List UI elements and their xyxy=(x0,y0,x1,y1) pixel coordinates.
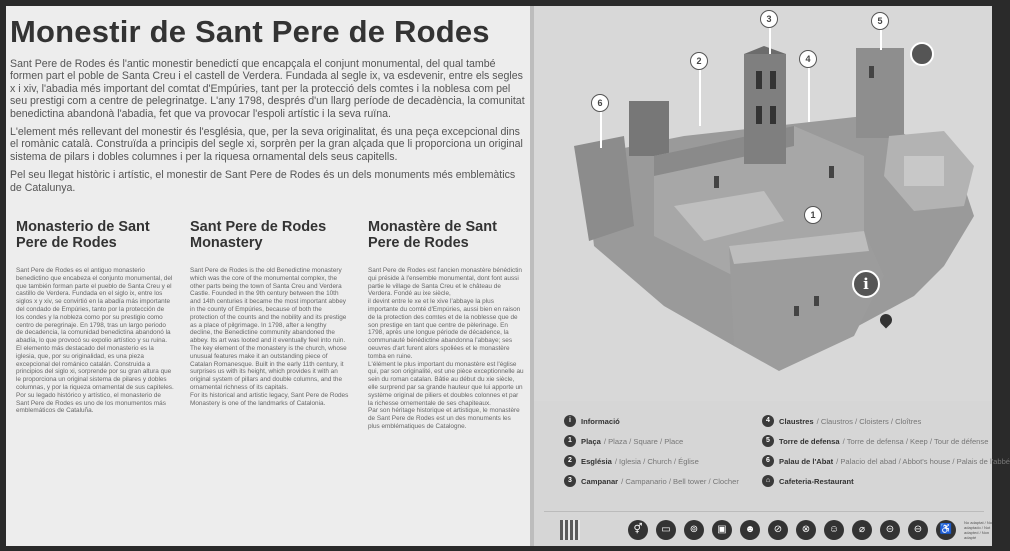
legend-label: Torre de defensa xyxy=(779,436,840,446)
legend-translation: / Iglesia / Church / Église xyxy=(614,456,699,466)
marker-stem xyxy=(699,68,701,126)
legend-label: Campanar xyxy=(581,476,619,486)
intro-paragraph: L'element més rellevant del monestir és l'església, que, per la seva originalitat, és una peça excepcional dins el romànic català. Construïda a principis del segle xi, sorprèn per la gran alçada que li proporciona un original sistema de pilars i dobles columnes i per la riquesa ornamental dels seus capitells. xyxy=(10,126,523,163)
column-paragraph: Sant Pere de Rodes est l'ancien monastère bénédictin qui préside à l'ensemble monumental, dont font aussi partie le village de Santa Creu et le château de Verdera. Fondé au ixe siècle, xyxy=(368,267,522,298)
column-body xyxy=(190,267,350,407)
legend-number: 2 xyxy=(564,455,576,467)
column-french xyxy=(368,219,524,431)
column-paragraph: L'élément le plus important du monastère est l'église qui, par son originalité, est une pièce exceptionnelle au sein du roman catalan. Bâtie au début du xie siècle, elle surprend par sa grande hauteur que lui apporte un système original de piliers et doubles colonnes et par la richesse ornementale de ses chapiteaux. xyxy=(368,360,524,407)
map-marker-4: 4 xyxy=(799,50,817,68)
map-marker-6: 6 xyxy=(591,94,609,112)
legend-label: Cafeteria-Restaurant xyxy=(779,476,854,486)
map-panel xyxy=(534,6,1010,546)
legend-item-1 xyxy=(564,435,683,447)
marker-stem xyxy=(880,28,882,50)
info-icon: i xyxy=(852,270,880,298)
monastery-illustration xyxy=(534,6,992,401)
restaurant-icon: ⌂ xyxy=(762,475,774,487)
legend-label: Informació xyxy=(581,416,620,426)
map-marker-2: 2 xyxy=(690,52,708,70)
toilets-icon: ⚥ xyxy=(628,520,648,540)
information-board xyxy=(6,6,1010,546)
legend-label: Església xyxy=(581,456,612,466)
column-body xyxy=(368,267,524,431)
column-paragraph: il devint entre le xe et le xive l'abbaye la plus importante du comté d'Empúries, aussi bien en raison de la protection des comtes et de la noblesse que de son prestige en tant que centre de pèlerinage. En 1798, après une longue période de décadence, la communauté bénédictine abandonna l'abbaye; ses oeuvres d'art furent alors spoliées et le monastère tomba en ruine. xyxy=(368,298,521,360)
family-icon: ☺ xyxy=(824,520,844,540)
legend-number: 4 xyxy=(762,415,774,427)
legend-label: Claustres xyxy=(779,416,814,426)
legend-item-info xyxy=(564,415,620,427)
legend-label: Plaça xyxy=(581,436,601,446)
column-heading: Monasterio de Sant Pere de Rodes xyxy=(16,219,150,251)
no-dogs-icon: ⊘ xyxy=(768,520,788,540)
restaurant-map-icon xyxy=(910,42,934,66)
page-title: Monestir de Sant Pere de Rodes xyxy=(10,14,490,49)
map-marker-3: 3 xyxy=(760,10,778,28)
info-icon: i xyxy=(564,415,576,427)
intro-paragraph: Pel seu llegat històric i artístic, el monestir de Sant Pere de Rodes és un dels monuments més emblemàtics de Catalunya. xyxy=(10,169,516,194)
intro-paragraph: Sant Pere de Rodes és l'antic monestir benedictí que encapçala el conjunt monumental, del qual també formen part el poble de Santa Creu i el castell de Verdera. Fundada al segle ix, va esdevenir, entre els segles x i xiv, l'abadia més important del comtat d'Empúries, tant per la protecció dels comtes i la noblesa com pel seu prestigi com a centre de pelegrinatge. L'any 1798, després d'un llarg període de decadència, la comunitat benedictina abandonà l'abadia, fet que va provocar l'espoli artístic i la seva ruïna. xyxy=(10,58,525,120)
no-camera-icon: ⊗ xyxy=(796,520,816,540)
video-icon: ▭ xyxy=(656,520,676,540)
legend-item-3 xyxy=(564,475,739,487)
qr-code-icon xyxy=(560,520,580,540)
no-food-icon: ⊝ xyxy=(880,520,900,540)
accessibility-note: No adaptat / No adaptado / Not adapted / Non adapté xyxy=(964,520,993,540)
column-paragraph: Par son héritage historique et artistique, le monastère de Sant Pere de Rodes est un des monuments les plus emblématiques de Catalogne. xyxy=(368,407,520,430)
column-heading: Sant Pere de Rodes Monastery xyxy=(190,219,327,251)
map-marker-5: 5 xyxy=(871,12,889,30)
no-drinks-icon: ⊖ xyxy=(908,520,928,540)
guided-tour-icon: ☻ xyxy=(740,520,760,540)
legend-item-4 xyxy=(762,415,921,427)
text-panel xyxy=(6,6,532,546)
gift-shop-icon: ▣ xyxy=(712,520,732,540)
legend-translation: / Torre de defensa / Keep / Tour de défense xyxy=(842,436,989,446)
legend-item-restaurant xyxy=(762,475,854,487)
map-legend xyxy=(564,409,1010,499)
legend-translation: / Claustros / Cloisters / Cloîtres xyxy=(816,416,922,426)
legend-label: Palau de l'Abat xyxy=(779,456,834,466)
column-paragraph: The key element of the monastery is the church, whose unusual features make it an outstanding piece of Catalan Romanesque. Built in the early 11th century, it surprises us with its height, which provides it with an original system of pillars and double columns, and the ornamental richness of its capitals. xyxy=(190,344,347,391)
column-paragraph: Sant Pere de Rodes es el antiguo monasterio benedictino que encabeza el conjunto monumental, del que también forman parte el pueblo de Santa Creu y el castillo de Verdera. Fundada en el siglo ix, entre los siglos x y xiv, se convirtió en la abadía más importante del condado de Empúries, tanto por la protección de los condes y la nobleza como por su prestigio como centro de peregrinaje. En 1798, tras un largo periodo de decadencia, la comunidad benedictina abandonó la abadía, lo que provocó su expolio artístico y su ruina. xyxy=(16,267,173,345)
intro-text xyxy=(10,58,526,200)
column-paragraph: Sant Pere de Rodes is the old Benedictine monastery which was the core of the monumental complex, the other parts being the town of Santa Creu and Verdera Castle. Founded in the 9th century between the 10th and 14th centuries it became the most important abbey in the county of Empúries, because of both the protection of the counts and the nobility and its prestige as a place of pilgrimage. In 1798, after a lengthy decline, the Benedictine community abandoned the abbey. Its art was looted and it eventually feel into ruin. xyxy=(190,267,347,345)
column-paragraph: For its historical and artistic legacy, Sant Pere de Rodes Monastery is one of the landmarks of Catalonia. xyxy=(190,391,349,407)
column-english xyxy=(190,219,350,407)
column-spanish xyxy=(16,219,174,415)
column-paragraph: Por su legado histórico y artístico, el monasterio de Sant Pere de Rodes es uno de los monumentos más emblemáticos de Cataluña. xyxy=(16,391,166,415)
legend-translation: / Plaza / Square / Place xyxy=(603,436,684,446)
wheelchair-icon: ♿ xyxy=(936,520,956,540)
legend-number: 3 xyxy=(564,475,576,487)
legend-number: 5 xyxy=(762,435,774,447)
column-body xyxy=(16,267,174,415)
legend-number: 6 xyxy=(762,455,774,467)
legend-number: 1 xyxy=(564,435,576,447)
restaurant-icon: ⊚ xyxy=(684,520,704,540)
no-smoking-icon: ⌀ xyxy=(852,520,872,540)
services-strip xyxy=(544,511,993,544)
legend-translation: / Palacio del abad / Abbot's house / Palais de l'abbé xyxy=(836,456,1010,466)
legend-item-5 xyxy=(762,435,988,447)
map-marker-1: 1 xyxy=(804,206,822,224)
marker-stem xyxy=(808,66,810,122)
column-heading: Monastère de Sant Pere de Rodes xyxy=(368,219,497,251)
legend-translation: / Campanario / Bell tower / Clocher xyxy=(621,476,739,486)
marker-stem xyxy=(600,110,602,148)
column-paragraph: El elemento más destacado del monasterio es la iglesia, que, por su originalidad, es una pieza excepcional del románico catalán. Construida a principios del siglo xi, sorprende por su gran altura que le proporciona un original sistema de pilares y dobles columnas, y por la riqueza ornamental de sus capiteles. xyxy=(16,344,174,391)
legend-item-2 xyxy=(564,455,699,467)
marker-stem xyxy=(769,26,771,54)
legend-item-6 xyxy=(762,455,1010,467)
